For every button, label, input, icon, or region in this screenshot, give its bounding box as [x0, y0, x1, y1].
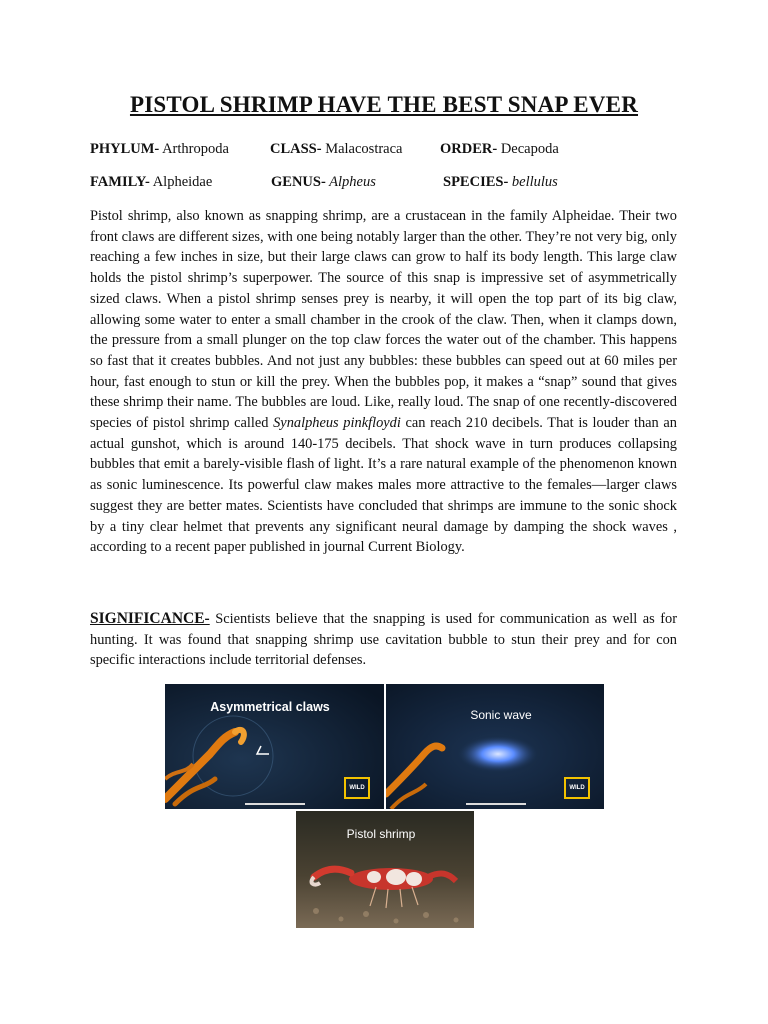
family-value: Alpheidae	[149, 174, 213, 190]
genus-value: Alpheus	[325, 174, 376, 190]
significance-text: Scientists believe that the snapping is used for communication as well as for hunting. It was found that snapping shrimp use cavitation bubble to stun their prey and for con specific interactions include territorial defenses.	[90, 611, 677, 669]
wild-logo: WILD	[564, 777, 590, 799]
species-label: SPECIES-	[443, 174, 509, 190]
class-value: Malacostraca	[321, 141, 403, 157]
video-scrubber	[466, 803, 526, 805]
pistol-shrimp-image	[296, 811, 474, 928]
video-scrubber	[245, 803, 305, 805]
asymmetrical-claws-image	[165, 684, 384, 809]
order-entry	[440, 141, 559, 158]
significance-label: SIGNIFICANCE-	[90, 610, 210, 627]
family-label: FAMILY-	[90, 174, 150, 190]
class-entry	[270, 141, 403, 158]
phylum-label: PHYLUM-	[90, 141, 160, 157]
image-caption-sonic-wave: Sonic wave	[470, 708, 532, 722]
wild-logo: WILD	[344, 777, 370, 799]
phylum-entry	[90, 141, 229, 158]
paragraph-part-2: can reach 210 decibels. That is louder than an actual gunshot, which is around 140-175 decibels. That shock wave in turn produces collapsing bubbles that emit a barely-visible flash of light. It’s a rare natural example of the phenomenon known as sonic luminescence. Its powerful claw makes males more attractive to the females—larger claws suggest they are better mates. Scientists have concluded that shrimps are immune to the sonic shock by a tiny clear helmet that prevents any significant neural damage by damping the shock waves , according to a recent paper published in journal Current Biology.	[90, 415, 677, 556]
significance-paragraph	[90, 609, 677, 671]
main-paragraph	[90, 206, 677, 558]
order-label: ORDER-	[440, 141, 498, 157]
genus-entry	[271, 174, 376, 191]
image-caption-asymmetrical: Asymmetrical claws	[210, 700, 330, 714]
species-entry	[443, 174, 558, 191]
species-name-italic: Synalpheus pinkfloydi	[273, 415, 401, 432]
genus-label: GENUS-	[271, 174, 326, 190]
image-caption-pistol-shrimp: Pistol shrimp	[346, 827, 416, 841]
order-value: Decapoda	[497, 141, 559, 157]
page-title: PISTOL SHRIMP HAVE THE BEST SNAP EVER	[129, 92, 639, 117]
sonic-wave-image	[386, 684, 604, 809]
class-label: CLASS-	[270, 141, 322, 157]
family-entry	[90, 174, 212, 191]
paragraph-part-1: Pistol shrimp, also known as snapping shrimp, are a crustacean in the family Alpheidae. Their two front claws are different sizes, with one being notably larger than the other. They’re not very big, only reaching a few inches in size, but their large claws can grow to half its body length. This large claw holds the pistol shrimp’s superpower. The source of this snap is impressive set of asymmetrically sized claws. When a pistol shrimp senses prey is nearby, it will open the top part of its big claw, allowing some water to enter a small chamber in the crook of the claw. Then, when it clamps down, the pressure from a small plunger on the top claw forces the water out of the chamber. This happens so fast that it creates bubbles. And not just any bubbles: these bubbles can speed out at 60 miles per hour, fast enough to stun or kill the prey. When the bubbles pop, it makes a “snap” sound that gives these shrimp their name. The bubbles are loud. Like, really loud. The snap of one recently-discovered species of pistol shrimp called	[90, 208, 677, 432]
species-value: bellulus	[508, 174, 558, 190]
phylum-value: Arthropoda	[159, 141, 229, 157]
